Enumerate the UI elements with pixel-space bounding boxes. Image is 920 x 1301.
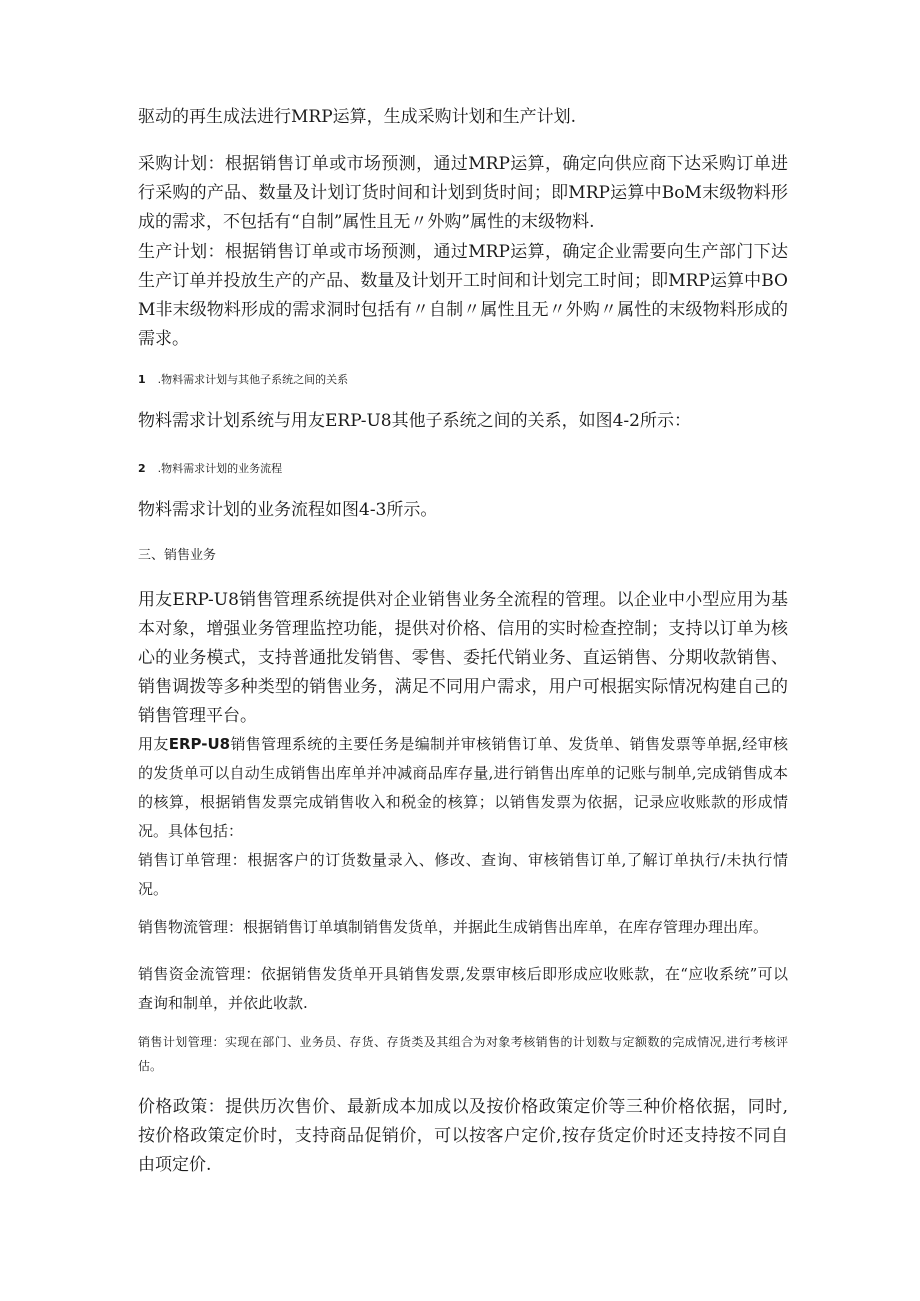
text-run: 销售管理系统的主要任务是编制并审核销售订单、发货单、销售发票等单据,经审核的发货单可以自动生成销售出库单并冲减商品库存量,进行销售出库单的记账与制单,完成销售成本的核算，根据销售发票完成销售收入和税金的核算；以销售发票为依据，记录应收账款的形成情况。具体包括：: [138, 735, 788, 840]
paragraph-production-plan: 生产计划：根据销售订单或市场预测，通过MRP运算，确定企业需要向生产部门下达生产订单并投放生产的产品、数量及计划开工时间和计划完工时间；即MRP运算中BOM非末级物料形成的需求洞时包括有〃自制〃属性且无〃外购〃属性的末级物料形成的需求。: [138, 242, 788, 349]
paragraph-sales-tasks: [138, 730, 788, 846]
paragraph-sales-capital-mgmt: 销售资金流管理：依据销售发货单开具销售发票,发票审核后即形成应收账款，在“应收系统”可以查询和制单，并依此收款.: [138, 965, 788, 1012]
section-heading-text: .物料需求计划的业务流程: [157, 462, 283, 475]
paragraph-sales-logistics-mgmt: 销售物流管理：根据销售订单填制销售发货单，并据此生成销售出库单，在库存管理办理出库。: [138, 918, 769, 936]
paragraph-mrp-relations: 物料需求计划系统与用友ERP-U8其他子系统之间的关系，如图4-2所示：: [138, 411, 691, 431]
section-heading-text: .物料需求计划与其他子系统之间的关系: [157, 373, 349, 386]
section-heading-number: 1: [138, 373, 146, 386]
text-run: 用友: [138, 735, 169, 753]
section-heading-mrp-flow: [138, 459, 282, 479]
paragraph-mrp-flow: 物料需求计划的业务流程如图4-3所示。: [138, 500, 438, 520]
paragraph-sales-order-mgmt: 销售订单管理：根据客户的订货数量录入、修改、查询、审核销售订单,了解订单执行/未执行情况。: [138, 851, 788, 898]
paragraph-sales-overview: 用友ERP-U8销售管理系统提供对企业销售业务全流程的管理。以企业中小型应用为基本对象，增强业务管理监控功能，提供对价格、信用的实时检查控制；支持以订单为核心的业务模式，支持普通批发销售、零售、委托代销业务、直运销售、分期收款销售、销售调拨等多种类型的销售业务，满足不同用户需求，用户可根据实际情况构建自己的销售管理平台。: [138, 590, 788, 726]
paragraph-price-policy: 价格政策：提供历次售价、最新成本加成以及按价格政策定价等三种价格依据，同时,按价格政策定价时，支持商品促销价，可以按客户定价,按存货定价时还支持按不同自由项定价.: [138, 1097, 788, 1175]
paragraph-mrp-intro: 驱动的再生成法进行MRP运算，生成采购计划和生产计划.: [138, 107, 577, 127]
section-heading-sales: 三、销售业务: [138, 548, 217, 563]
section-heading-mrp-relations: [138, 370, 348, 390]
section-heading-number: 2: [138, 462, 146, 475]
text-run-bold: ERP-U8: [168, 735, 231, 753]
paragraph-purchase-plan: 采购计划：根据销售订单或市场预测，通过MRP运算，确定向供应商下达采购订单进行采购的产品、数量及计划订货时间和计划到货时间；即MRP运算中BoM末级物料形成的需求，不包括有“自制”属性且无〃外购”属性的末级物料.: [138, 154, 788, 232]
paragraph-sales-plan-mgmt: 销售计划管理：实现在部门、业务员、存货、存货类及其组合为对象考核销售的计划数与定额数的完成情况,进行考核评估。: [138, 1035, 788, 1073]
